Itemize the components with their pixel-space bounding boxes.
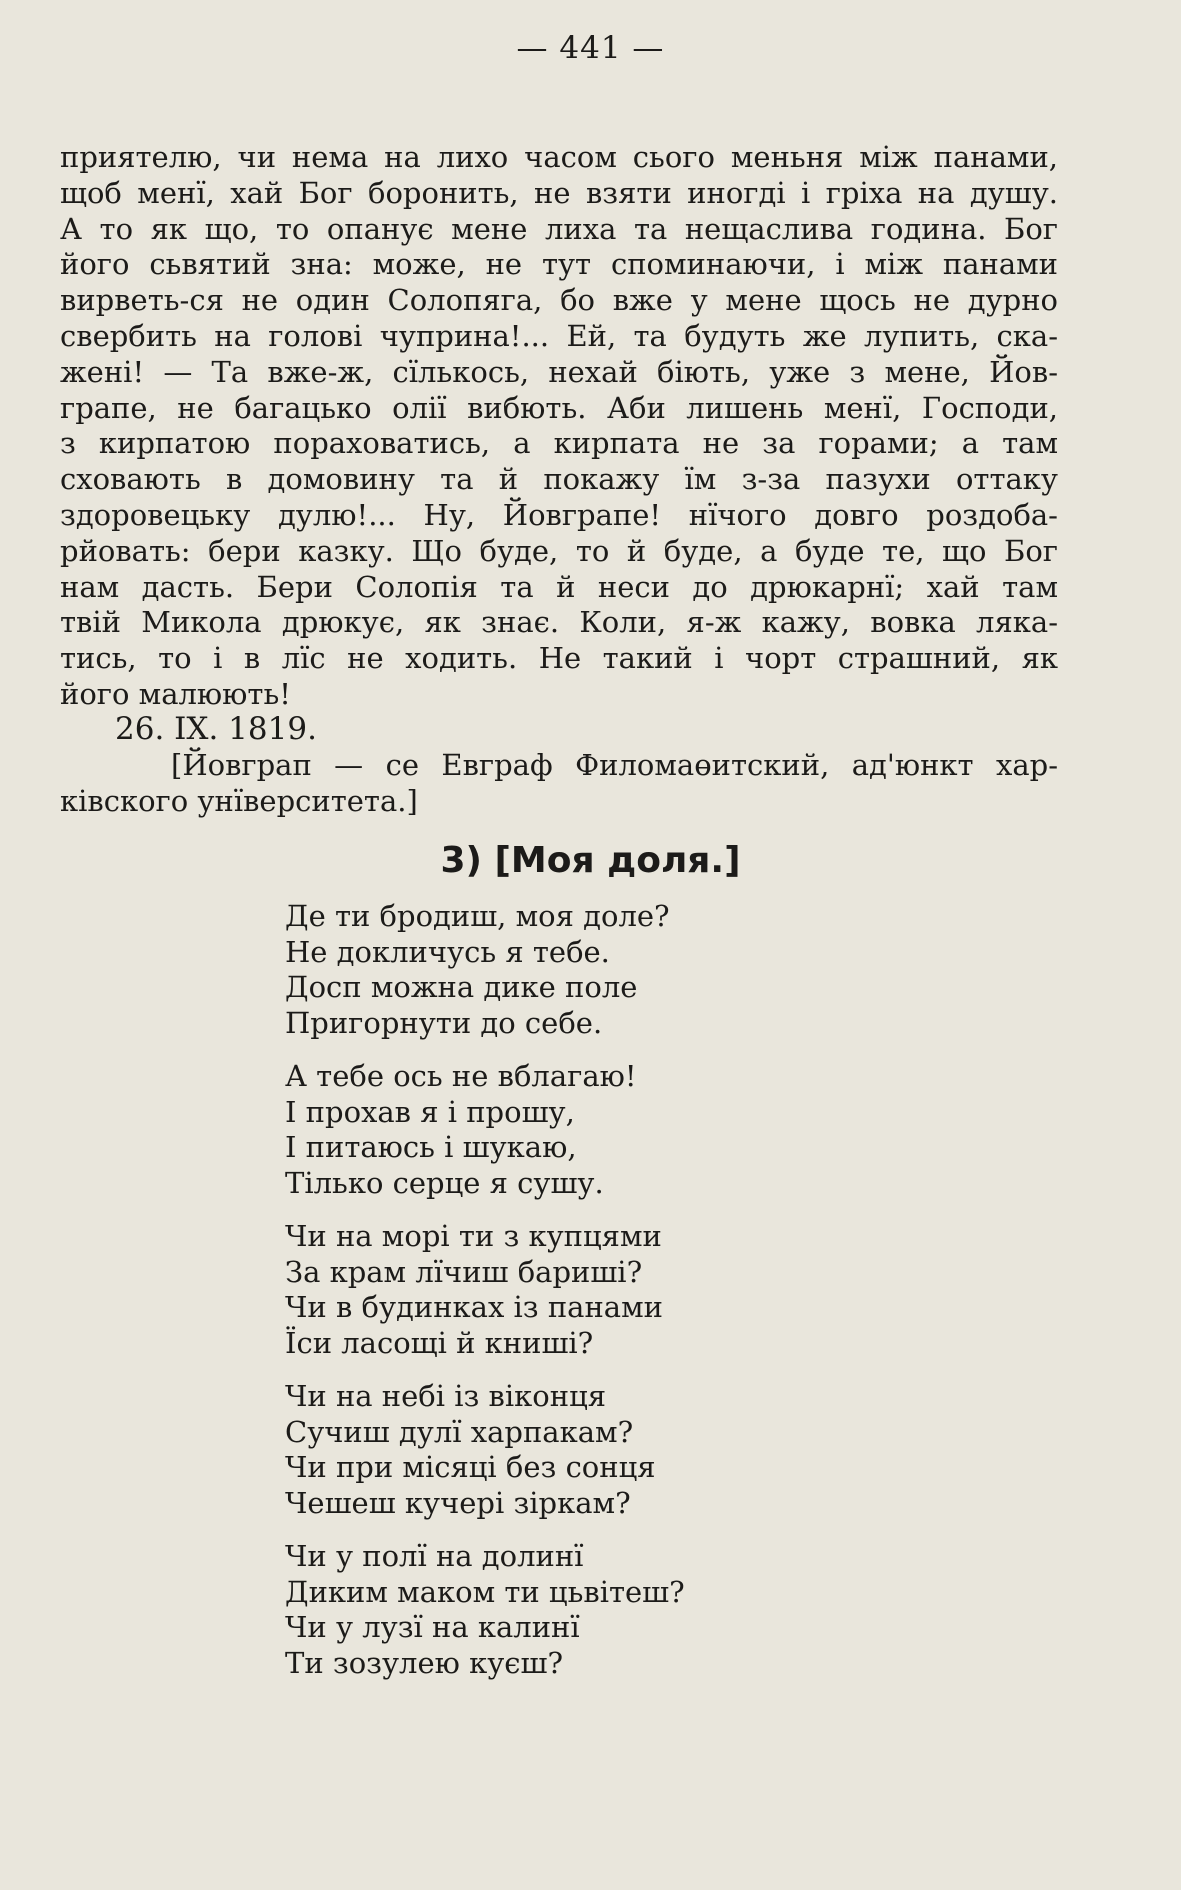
verse-line: За крам лїчиш бариші? bbox=[285, 1254, 643, 1289]
verse-line: Де ти бродиш, моя доле? bbox=[285, 899, 670, 933]
text-line: грапе, не багацько олії вибють. Аби лишень менї, Господи, bbox=[60, 390, 1058, 425]
text-line: свербить на голові чуприна!... Ей, та будуть же лупить, ска- bbox=[60, 318, 1058, 353]
verse-line: Диким маком ти цьвітеш? bbox=[285, 1574, 685, 1609]
prose-block bbox=[60, 140, 1058, 713]
text-line: сховають в домовину та й покажу їм з-за пазухи оттаку bbox=[60, 462, 1058, 497]
verse-line: Досп можна дике поле bbox=[285, 970, 638, 1004]
stanza bbox=[285, 1539, 685, 1681]
verse-line: Чи при місяці без сонця bbox=[285, 1450, 656, 1484]
text-line: рйовать: бери казку. Що буде, то й буде, а буде те, що Бог bbox=[60, 533, 1058, 568]
verse-line: Їси ласощі й книші? bbox=[285, 1325, 594, 1360]
stanza bbox=[285, 1379, 685, 1521]
verse-line: Не докличусь я тебе. bbox=[285, 934, 610, 969]
verse-line: Чи на небі із віконця bbox=[285, 1379, 607, 1413]
editorial-note bbox=[60, 748, 1058, 820]
text-line: щоб менї, хай Бог боронить, не взяти иногді і гріха на душу. bbox=[60, 175, 1058, 210]
verse-line: І питаюсь і шукаю, bbox=[285, 1130, 577, 1164]
text-line: приятелю, чи нема на лихо часом сього меньня між панами, bbox=[60, 140, 1058, 174]
text-line: твій Микола дрюкує, як знає. Коли, я-ж кажу, вовка ляка- bbox=[60, 605, 1058, 640]
note-line: ківского унїверситета.] bbox=[60, 783, 418, 818]
verse-line: Чи у полї на долинї bbox=[285, 1539, 584, 1573]
text-line: нам дасть. Бери Солопія та й неси до дрюкарнї; хай там bbox=[60, 569, 1058, 604]
text-line: вирветь-ся не один Солопяга, бо вже у мене щось не дурно bbox=[60, 283, 1058, 318]
verse-line: Тілько серце я сушу. bbox=[285, 1165, 604, 1200]
poem bbox=[285, 899, 685, 1681]
stanza bbox=[285, 1059, 685, 1201]
text-line: його малюють! bbox=[60, 676, 291, 711]
verse-line: Чи в будинках із панами bbox=[285, 1290, 663, 1324]
stanza bbox=[285, 1219, 685, 1361]
page-number: — 441 — bbox=[516, 30, 665, 66]
poem-title: 3) [Моя доля.] bbox=[440, 840, 741, 881]
text-line: його сьвятий зна: може, не тут споминаючи, і між панами bbox=[60, 247, 1058, 282]
verse-line: А тебе ось не вблагаю! bbox=[285, 1059, 637, 1093]
verse-line: Чи у лузї на калинї bbox=[285, 1610, 580, 1644]
text-line: з кирпатою пораховатись, а кирпата не за горами; а там bbox=[60, 426, 1058, 461]
text-line: А то як що, то опанує мене лиха та нещаслива година. Бог bbox=[60, 211, 1058, 246]
letter-date: 26. IX. 1819. bbox=[115, 711, 317, 747]
verse-line: Чи на морі ти з купцями bbox=[285, 1219, 662, 1253]
verse-line: Ти зозулею куєш? bbox=[285, 1645, 564, 1680]
verse-line: І прохав я і прошу, bbox=[285, 1094, 575, 1129]
stanza bbox=[285, 899, 685, 1041]
verse-line: Чешеш кучері зіркам? bbox=[285, 1485, 631, 1520]
verse-line: Сучиш дулї харпакам? bbox=[285, 1414, 634, 1449]
text-line: жені! — Та вже-ж, сїлькось, нехай біють, уже з мене, Йов- bbox=[60, 354, 1058, 389]
note-line: [Йовграп — се Евграф Филомаөитский, ад'юнкт хар- bbox=[171, 748, 1058, 782]
verse-line: Пригорнути до себе. bbox=[285, 1005, 603, 1040]
text-line: тись, то і в лїс не ходить. Не такий і чорт страшний, як bbox=[60, 641, 1058, 676]
text-line: здоровецьку дулю!... Ну, Йовграпе! нїчого довго роздоба- bbox=[60, 497, 1058, 532]
